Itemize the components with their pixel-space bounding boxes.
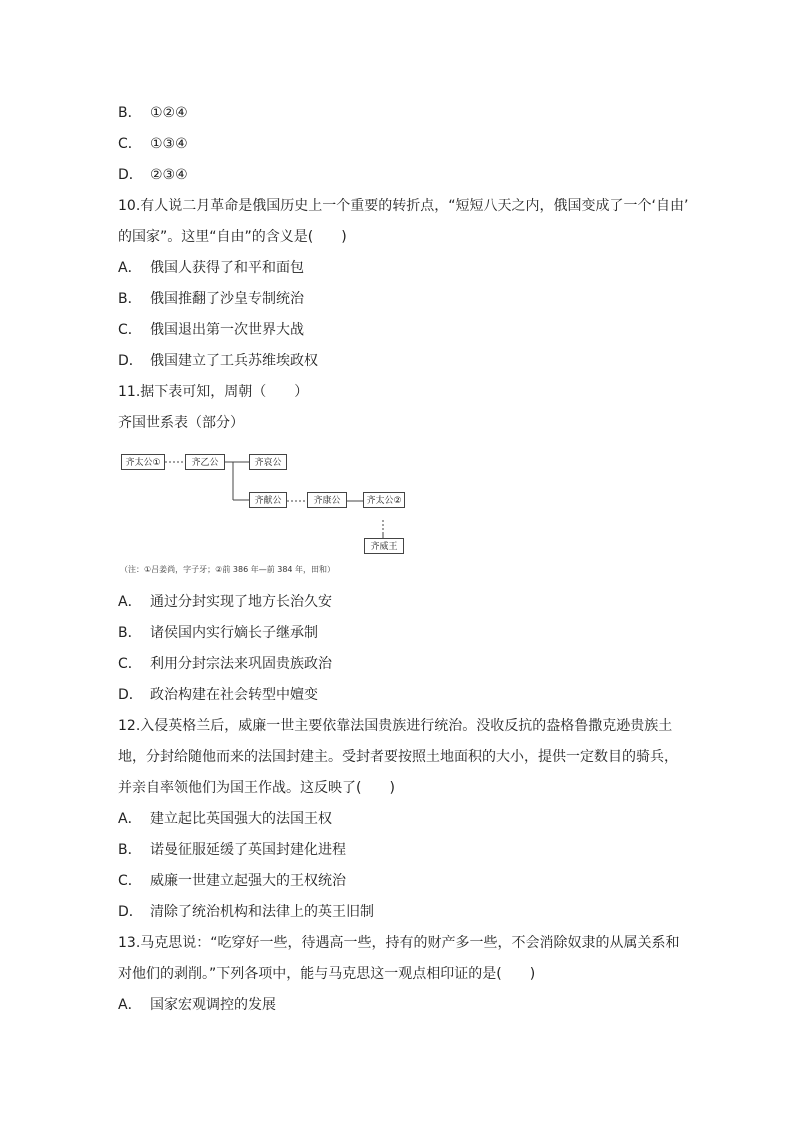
q9-option-c: C． ①③④ [118,136,188,152]
q11-option-a: A． 通过分封实现了地方长治久安 [118,594,332,610]
q10-option-b: B． 俄国推翻了沙皇专制统治 [118,291,304,307]
q10-option-a: A． 俄国人获得了和平和面包 [118,260,304,276]
q11-option-c: C． 利用分封宗法来巩固贵族政治 [118,656,332,672]
box-qi-weiwang: 齐威王 [364,538,404,554]
box-qi-xiangong: 齐献公 [249,492,287,508]
q12-option-a: A． 建立起比英国强大的法国王权 [118,811,332,827]
q10-stem-line1: 10.有人说二月革命是俄国历史上一个重要的转折点，“短短八天之内，俄国变成了一个‘自由’ [118,198,689,214]
q11-table-title: 齐国世系表（部分） [118,415,244,431]
q9-option-d: D． ②③④ [118,167,188,183]
q12-option-b: B． 诺曼征服延缓了英国封建化进程 [118,842,346,858]
q13-stem-line1: 13.马克思说：“吃穿好一些，待遇高一些，持有的财产多一些，不会消除奴隶的从属关系和 [118,935,680,951]
qi-lineage-diagram [118,446,418,578]
q13-stem-line2: 对他们的剥削。”下列各项中，能与马克思这一观点相印证的是( ) [118,966,536,982]
box-qi-kanggong: 齐康公 [307,492,347,508]
q12-option-c: C． 威廉一世建立起强大的王权统治 [118,873,346,889]
q10-option-d: D． 俄国建立了工兵苏维埃政权 [118,353,318,369]
q13-option-a: A． 国家宏观调控的发展 [118,997,276,1013]
q12-stem-line1: 12.入侵英格兰后，威廉一世主要依靠法国贵族进行统治。没收反抗的盎格鲁撒克逊贵族土 [118,718,673,734]
q10-option-c: C． 俄国退出第一次世界大战 [118,322,304,338]
q11-option-d: D． 政治构建在社会转型中嬗变 [118,687,318,703]
box-qi-aigong: 齐哀公 [249,454,287,470]
q9-option-b: B． ①②④ [118,105,188,121]
box-qi-taigong-1: 齐太公① [121,454,165,470]
box-qi-yigong: 齐乙公 [185,454,225,470]
q11-option-b: B． 诸侯国内实行嫡长子继承制 [118,625,318,641]
diagram-note: （注：①吕姜尚，字子牙；②前 386 年—前 384 年，田和） [120,565,336,574]
q12-stem-line2: 地，分封给随他而来的法国封建主。受封者要按照土地面积的大小，提供一定数目的骑兵， [118,749,678,765]
q12-option-d: D． 清除了统治机构和法律上的英王旧制 [118,904,374,920]
q11-stem: 11.据下表可知，周朝（ ） [118,384,309,400]
q10-stem-line2: 的国家”。这里“自由”的含义是( ) [118,229,347,245]
box-qi-taigong-2: 齐太公② [363,492,405,508]
q12-stem-line3: 并亲自率领他们为国王作战。这反映了( ) [118,780,395,796]
